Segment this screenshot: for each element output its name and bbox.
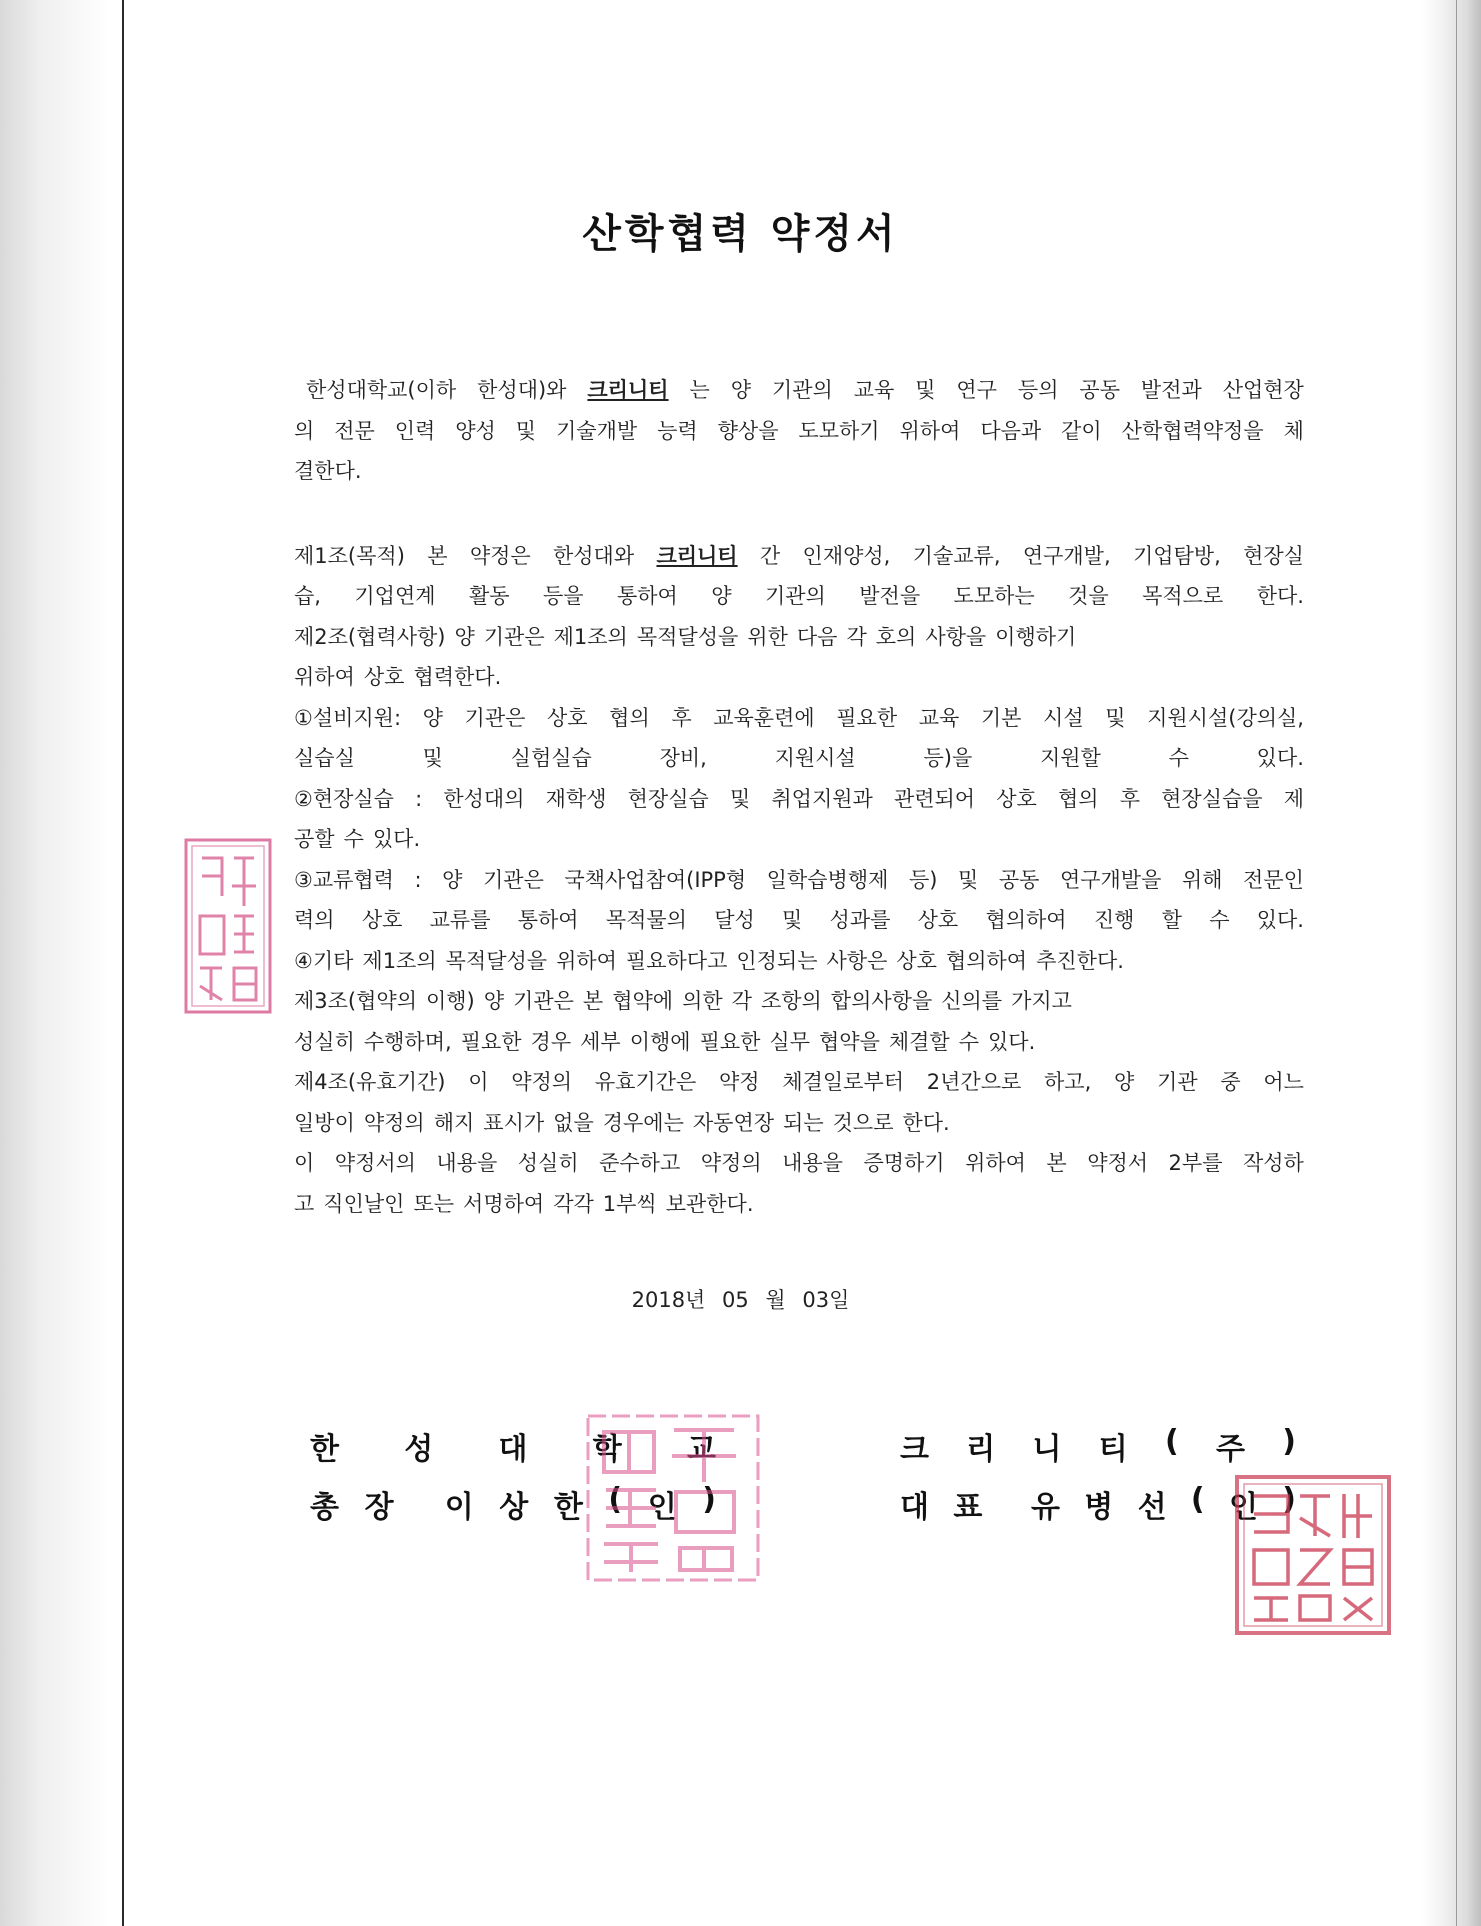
word: 제2조(협력사항) xyxy=(294,624,446,649)
word: 목적으로 xyxy=(1142,584,1224,608)
text-line xyxy=(294,451,1304,492)
word: 목적물의 xyxy=(605,908,687,932)
word: 제 xyxy=(1283,786,1304,811)
word: 협의 xyxy=(609,705,650,730)
word: 위해 xyxy=(1181,867,1223,892)
signature-char: 대 xyxy=(498,1432,528,1467)
word: 실습실 xyxy=(294,746,355,770)
word: 한다. xyxy=(1256,584,1304,608)
document-title: 산학협력 약정서 xyxy=(582,210,899,257)
word: 장비, xyxy=(659,746,707,770)
signature-right-org xyxy=(900,1424,1296,1468)
agreement-body xyxy=(294,370,1304,1224)
word: 실무 xyxy=(769,1029,810,1054)
word: 후 xyxy=(1119,786,1140,811)
word: ②현장실습 xyxy=(294,786,394,811)
text-line xyxy=(294,576,1304,617)
word: 서명하여 xyxy=(463,1191,545,1216)
word: 추진한다. xyxy=(1036,948,1124,973)
signature-char: ) xyxy=(1282,1424,1296,1459)
word: 후 xyxy=(671,705,692,730)
word: 각 xyxy=(731,989,752,1013)
word: 수 xyxy=(1209,908,1230,932)
signature-char: 성 xyxy=(404,1432,434,1467)
word: 한성대학교(이하 xyxy=(306,378,457,402)
signature-char: ( xyxy=(1165,1424,1179,1459)
word: 경우 xyxy=(530,1029,572,1054)
word: 발전과 xyxy=(1140,378,1202,402)
word: 상호 xyxy=(896,948,937,973)
signature-char: 이 xyxy=(444,1490,474,1525)
signature-char: ( xyxy=(1190,1482,1205,1517)
word: 등의 xyxy=(1017,378,1059,402)
crinity-company-seal-stamp xyxy=(1234,1474,1392,1636)
word: 및 xyxy=(422,746,443,770)
word: 위하여 xyxy=(899,418,961,443)
word: 표시가 xyxy=(483,1110,545,1135)
word: 재학생 xyxy=(545,786,607,811)
word: 필요한 xyxy=(836,705,898,730)
word: 제4조(유효기간) xyxy=(294,1070,446,1094)
signature-char: ) xyxy=(702,1482,716,1517)
word: 국책사업참여(IPP형 xyxy=(564,867,747,892)
word: 이 xyxy=(294,1151,315,1175)
word: 가지고 xyxy=(1011,989,1072,1013)
text-line xyxy=(294,1103,1304,1144)
signature-char: 인 xyxy=(647,1490,677,1525)
page-left-border xyxy=(122,0,124,1926)
signature-char: 선 xyxy=(1137,1490,1167,1525)
word: 다음 xyxy=(796,624,838,649)
word: 수 xyxy=(1168,746,1189,770)
word: 통하여 xyxy=(517,908,579,932)
signature-char: 병 xyxy=(1084,1490,1114,1525)
signature-char: ) xyxy=(1282,1482,1296,1517)
word: 습, xyxy=(294,584,321,608)
word: 및 xyxy=(1105,705,1126,730)
word: 있다. xyxy=(988,1029,1036,1054)
word: 기술개발 xyxy=(556,418,638,443)
word: 지원시설(강의실, xyxy=(1147,705,1304,730)
word: 기관은 xyxy=(464,705,526,730)
word: 기관의 xyxy=(764,584,826,608)
word: 결한다. xyxy=(294,459,362,483)
word: 1부씩 xyxy=(602,1191,657,1216)
word: 인정되는 xyxy=(736,948,818,973)
word: 의한 xyxy=(682,989,723,1013)
word: 및 xyxy=(915,378,936,402)
word: 산업현장 xyxy=(1222,378,1304,402)
signature-char: 상 xyxy=(499,1490,529,1525)
word: 상호 xyxy=(917,908,959,932)
word: 취업지원과 xyxy=(771,786,873,811)
word: 것을 xyxy=(1068,584,1109,608)
text-line xyxy=(294,411,1304,452)
word: 약정의 xyxy=(363,1110,425,1135)
word: 것으로 xyxy=(832,1110,894,1135)
word: 위하여 xyxy=(965,1151,1026,1175)
word: ③교류협력 xyxy=(294,867,394,892)
word: 본 xyxy=(427,543,448,568)
word: 상호 xyxy=(546,705,588,730)
word: 달성 xyxy=(714,908,755,932)
word: 위하여 xyxy=(556,948,617,973)
text-line xyxy=(294,1062,1304,1103)
word: 중 xyxy=(1220,1070,1241,1094)
word: 양성 xyxy=(455,418,496,443)
word: 경우에는 xyxy=(602,1110,684,1135)
word: 약정서 xyxy=(1087,1151,1149,1175)
signature-char: 한 xyxy=(310,1432,339,1467)
word: 협의하여 xyxy=(985,908,1067,932)
word: 체결일로부터 xyxy=(782,1070,905,1094)
word: 력의 xyxy=(294,908,335,932)
word: 기본 xyxy=(980,705,1022,730)
word: 공동 xyxy=(1079,378,1120,402)
word: 의 xyxy=(294,418,315,443)
word: 할 xyxy=(1161,908,1182,932)
word: 수 xyxy=(343,827,364,851)
word: 필요하다고 xyxy=(625,948,728,973)
word: 양 xyxy=(1114,1070,1135,1094)
signature-char: 크 xyxy=(900,1432,929,1467)
word: 위한 xyxy=(747,624,788,649)
paragraph-gap xyxy=(294,492,1304,536)
word: 내용을 xyxy=(436,1151,498,1175)
word: 기술교류, xyxy=(912,543,1001,568)
word: 연구개발, xyxy=(1022,543,1111,568)
text-line xyxy=(294,819,1304,860)
word: ④기타 xyxy=(294,948,354,973)
word: 전문 xyxy=(334,418,375,443)
word: 현장실습을 xyxy=(1161,786,1263,811)
word: : xyxy=(414,867,422,892)
left-margin-seal-stamp xyxy=(182,836,274,1016)
word: 본 xyxy=(582,989,604,1013)
word: 내용을 xyxy=(782,1151,843,1175)
text-line xyxy=(294,981,1304,1022)
word: 등)을 xyxy=(923,746,973,770)
word: 기관은 xyxy=(483,624,545,649)
word: 성실히 xyxy=(294,1029,355,1054)
word: 각각 xyxy=(553,1191,594,1216)
word: 기관 xyxy=(1157,1070,1198,1094)
word: 필요한 xyxy=(460,1029,522,1054)
word: 능력 xyxy=(657,418,698,443)
word: 2년간으로 xyxy=(926,1070,1022,1094)
text-line xyxy=(294,860,1304,901)
word: 실험실습 xyxy=(510,746,592,770)
word: 한성대의 xyxy=(443,786,525,811)
signature-char: 표 xyxy=(953,1490,983,1525)
word: 약정은 xyxy=(469,543,531,568)
word: 또는 xyxy=(413,1191,455,1216)
signature-char: 니 xyxy=(1032,1432,1062,1467)
word: 통하여 xyxy=(616,584,678,608)
word: 성과를 xyxy=(829,908,891,932)
page-right-shadow xyxy=(1421,0,1481,1926)
word: 한다. xyxy=(902,1110,950,1135)
signature-char: 장 xyxy=(364,1490,394,1525)
word: 도모하기 xyxy=(798,418,880,443)
word: 교육훈련에 xyxy=(713,705,815,730)
word: 등을 xyxy=(542,584,584,608)
page-left-shadow xyxy=(0,0,124,1926)
word: 목적달성을 xyxy=(636,624,739,649)
signature-char: 총 xyxy=(310,1490,339,1525)
word: 제1조(목적) xyxy=(294,543,405,568)
word: 연구개발을 xyxy=(1059,867,1162,892)
text-line xyxy=(294,900,1304,941)
word: 본 xyxy=(1046,1151,1067,1175)
word: 세부 xyxy=(580,1029,621,1054)
word: 제1조의 xyxy=(362,948,437,973)
word: 위하여 xyxy=(294,665,355,689)
word: 산학협력약정을 xyxy=(1121,418,1264,443)
word: 수 xyxy=(958,1029,980,1054)
company-name: 크리니티 xyxy=(656,543,738,568)
hansung-university-seal-stamp xyxy=(584,1412,762,1584)
word: 진행 xyxy=(1093,908,1135,932)
word: 기관의 xyxy=(771,378,833,402)
word: 제1조의 xyxy=(553,624,628,649)
word: 공할 xyxy=(294,827,335,851)
word: 체결할 xyxy=(888,1029,950,1054)
word: 양 xyxy=(730,378,751,402)
word: 체 xyxy=(1283,418,1304,443)
signature-char: 한 xyxy=(553,1490,583,1525)
word: 사항을 xyxy=(925,624,987,649)
word: 해지 xyxy=(433,1110,475,1135)
word: 있다. xyxy=(372,827,421,851)
word: 양 xyxy=(483,989,505,1013)
word: 상호 xyxy=(996,786,1037,811)
text-line xyxy=(294,1184,1304,1225)
word: 합의사항을 xyxy=(830,989,933,1013)
word: 는 xyxy=(689,378,710,402)
word: 인재양성, xyxy=(802,543,891,568)
word: 되는 xyxy=(783,1110,824,1135)
word: 있다. xyxy=(1256,746,1304,770)
word: ①설비지원: xyxy=(294,705,402,730)
word: 양 xyxy=(422,705,443,730)
word: 발전을 xyxy=(859,584,921,608)
word: 증명하기 xyxy=(863,1151,945,1175)
word: 고 xyxy=(294,1191,315,1216)
word: 약정 xyxy=(719,1070,760,1094)
word: 한성대)와 xyxy=(477,378,567,402)
word: 사항은 xyxy=(826,948,888,973)
word: 약정의 xyxy=(700,1151,762,1175)
agreement-date: 2018년 05 월 03일 xyxy=(631,1288,850,1312)
text-line xyxy=(294,738,1304,779)
signature-char: 주 xyxy=(1215,1432,1245,1467)
word: 기업탐방, xyxy=(1132,543,1221,568)
signature-char: 교 xyxy=(687,1432,716,1467)
text-line xyxy=(294,698,1304,739)
word: 전문인 xyxy=(1243,867,1304,892)
word: 현장실습 xyxy=(627,786,709,811)
word: 이행에 xyxy=(629,1029,691,1054)
word: 직인날인 xyxy=(323,1191,405,1216)
word: 공동 xyxy=(998,867,1040,892)
word: 인력 xyxy=(394,418,436,443)
word: 어느 xyxy=(1263,1070,1304,1094)
word: 2부를 xyxy=(1168,1151,1223,1175)
word: 간 xyxy=(759,543,781,568)
word: 신의를 xyxy=(941,989,1003,1013)
word: 등) xyxy=(908,867,938,892)
word: 협의 xyxy=(1057,786,1099,811)
text-line xyxy=(294,617,1304,658)
signature-char: 학 xyxy=(592,1432,622,1467)
word: 약정의 xyxy=(511,1070,573,1094)
word: 기관은 xyxy=(513,989,574,1013)
word: : xyxy=(415,786,423,811)
word: 지원시설 xyxy=(774,746,856,770)
text-line xyxy=(294,657,1304,698)
word: 및 xyxy=(729,786,751,811)
word: 목적달성을 xyxy=(445,948,548,973)
word: 양 xyxy=(442,867,463,892)
word: 있다. xyxy=(1256,908,1304,932)
word: 이행) xyxy=(425,989,475,1013)
text-line xyxy=(294,1022,1304,1063)
word: 상호 xyxy=(361,908,403,932)
word: 제3조(협약의 xyxy=(294,989,417,1013)
word: 연구 xyxy=(956,378,997,402)
word: 양 xyxy=(711,584,732,608)
word: 기업연계 xyxy=(354,584,436,608)
word: 협의하여 xyxy=(945,948,1028,973)
word: 유효기간은 xyxy=(594,1070,697,1094)
word: 한성대와 xyxy=(552,543,635,568)
word: 시설 xyxy=(1043,705,1084,730)
signature-char: 리 xyxy=(966,1432,996,1467)
page-right-border xyxy=(1456,0,1457,1926)
word: 없을 xyxy=(553,1110,594,1135)
word: 협약을 xyxy=(819,1029,880,1054)
text-line xyxy=(294,1143,1304,1184)
word: 협약에 xyxy=(612,989,674,1013)
text-line xyxy=(294,370,1304,411)
word: 각 xyxy=(846,624,867,649)
word: 조항의 xyxy=(760,989,822,1013)
signature-char: 유 xyxy=(1030,1490,1060,1525)
word: 도모하는 xyxy=(953,584,1035,608)
word: 협력한다. xyxy=(413,665,502,689)
word: 양 xyxy=(454,624,475,649)
word: 및 xyxy=(782,908,803,932)
word: 교육 xyxy=(853,378,895,402)
word: 자동연장 xyxy=(692,1110,775,1135)
word: 이 xyxy=(468,1070,489,1094)
word: 이행하기 xyxy=(995,624,1077,649)
word: 일방이 xyxy=(294,1110,355,1135)
word: 호의 xyxy=(875,624,917,649)
word: 및 xyxy=(957,867,979,892)
company-name: 크리니티 xyxy=(587,378,669,402)
word: 같이 xyxy=(1061,418,1102,443)
word: 관련되어 xyxy=(893,786,976,811)
word: 향상을 xyxy=(717,418,779,443)
word: 보관한다. xyxy=(665,1191,754,1216)
word: 필요한 xyxy=(699,1029,761,1054)
signature-char: ( xyxy=(608,1482,623,1517)
text-line xyxy=(294,941,1304,982)
word: 다음과 xyxy=(980,418,1042,443)
word: 준수하고 xyxy=(599,1151,681,1175)
text-line xyxy=(294,779,1304,820)
word: 교육 xyxy=(918,705,960,730)
word: 성실히 xyxy=(517,1151,579,1175)
word: 작성하 xyxy=(1242,1151,1304,1175)
word: 활동 xyxy=(468,584,510,608)
word: 기관은 xyxy=(483,867,544,892)
word: 일학습병행제 xyxy=(766,867,889,892)
word: 현장실 xyxy=(1243,543,1304,568)
word: 교류를 xyxy=(429,908,491,932)
signature-char: 티 xyxy=(1098,1432,1128,1467)
signature-char: 인 xyxy=(1228,1490,1258,1525)
word: 상호 xyxy=(363,665,405,689)
word: 약정서의 xyxy=(334,1151,416,1175)
word: 하고, xyxy=(1044,1070,1092,1094)
word: 지원할 xyxy=(1039,746,1101,770)
word: 수행하며, xyxy=(363,1029,452,1054)
text-line xyxy=(294,536,1304,577)
word: 및 xyxy=(515,418,537,443)
signature-char: 대 xyxy=(900,1490,929,1525)
